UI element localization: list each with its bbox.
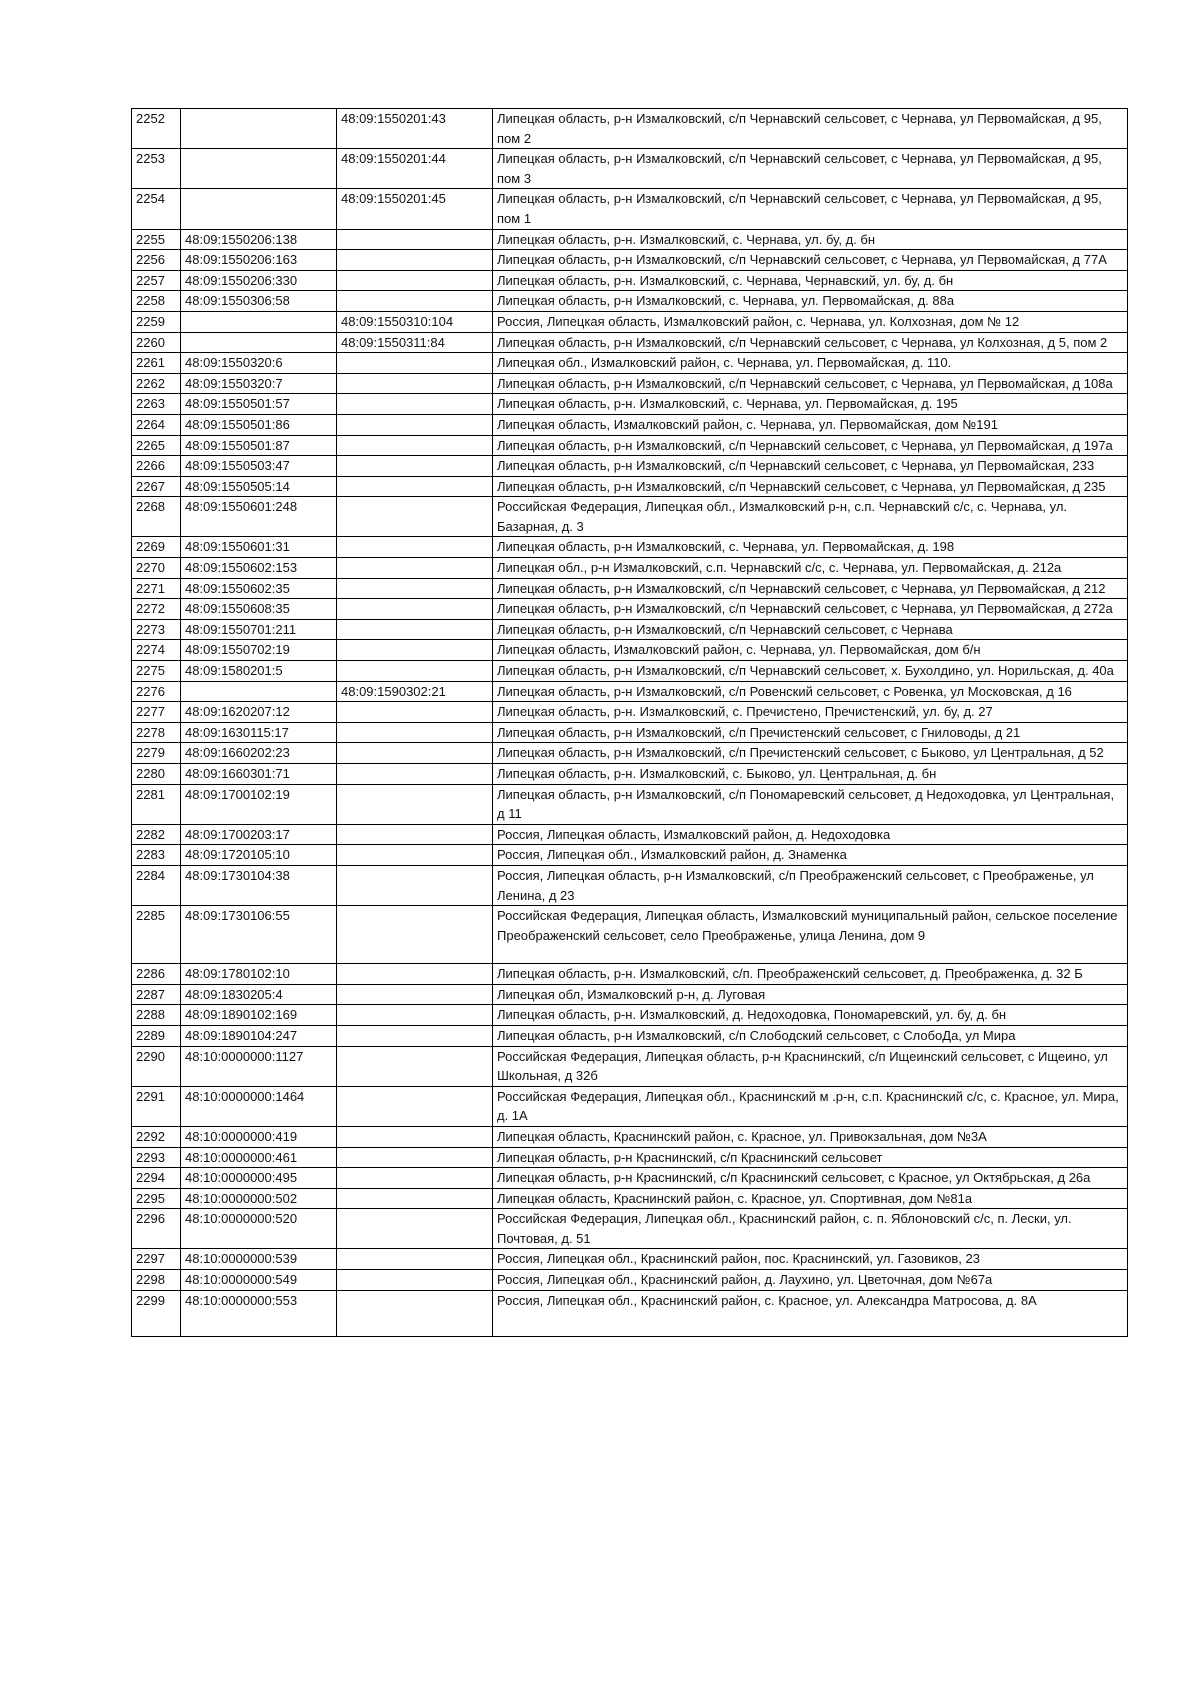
row-number-cell: 2272	[132, 599, 181, 620]
table-row	[132, 702, 1128, 723]
table-row	[132, 435, 1128, 456]
room-cadastral-number-cell	[337, 661, 493, 682]
row-number-cell: 2291	[132, 1086, 181, 1126]
table-row	[132, 1270, 1128, 1291]
row-number-cell: 2283	[132, 845, 181, 866]
cadastral-number-cell: 48:09:1660202:23	[181, 743, 337, 764]
table-row	[132, 109, 1128, 149]
cadastral-number-cell: 48:09:1890102:169	[181, 1005, 337, 1026]
room-cadastral-number-cell	[337, 435, 493, 456]
address-cell: Липецкая область, р-н. Измалковский, с. Быково, ул. Центральная, д. бн	[493, 764, 1128, 785]
room-cadastral-number-cell	[337, 722, 493, 743]
row-number-cell: 2254	[132, 189, 181, 229]
room-cadastral-number-cell	[337, 497, 493, 537]
table-row	[132, 1086, 1128, 1126]
address-cell: Липецкая область, р-н Измалковский, с/п Пономаревский сельсовет, д Недоходовка, ул Центральная, д 11	[493, 784, 1128, 824]
room-cadastral-number-cell: 48:09:1590302:21	[337, 681, 493, 702]
row-number-cell: 2285	[132, 906, 181, 964]
property-register-table	[131, 108, 1128, 1337]
row-number-cell: 2294	[132, 1168, 181, 1189]
address-cell: Липецкая область, р-н Измалковский, с/п Чернавский сельсовет, с Чернава, ул Первомайская, д 108а	[493, 373, 1128, 394]
row-number-cell: 2284	[132, 865, 181, 905]
cadastral-number-cell: 48:10:0000000:461	[181, 1147, 337, 1168]
room-cadastral-number-cell	[337, 619, 493, 640]
address-cell: Липецкая область, р-н Измалковский, с/п Пречистенский сельсовет, с Гниловоды, д 21	[493, 722, 1128, 743]
address-cell: Липецкая область, р-н Измалковский, с/п Чернавский сельсовет, с Чернава, ул Первомайская, 233	[493, 456, 1128, 477]
room-cadastral-number-cell	[337, 1270, 493, 1291]
row-number-cell: 2266	[132, 456, 181, 477]
row-number-cell: 2252	[132, 109, 181, 149]
cadastral-number-cell: 48:10:0000000:1464	[181, 1086, 337, 1126]
cadastral-number-cell: 48:09:1550320:6	[181, 353, 337, 374]
cadastral-number-cell: 48:09:1890104:247	[181, 1025, 337, 1046]
room-cadastral-number-cell	[337, 1005, 493, 1026]
table-row	[132, 1290, 1128, 1336]
cadastral-number-cell: 48:09:1830205:4	[181, 984, 337, 1005]
room-cadastral-number-cell	[337, 270, 493, 291]
address-cell: Липецкая область, р-н Измалковский, с/п Чернавский сельсовет, с Чернава, ул Первомайская, д 212	[493, 578, 1128, 599]
room-cadastral-number-cell: 48:09:1550201:43	[337, 109, 493, 149]
row-number-cell: 2299	[132, 1290, 181, 1336]
address-cell: Липецкая область, р-н. Измалковский, с/п. Преображенский сельсовет, д. Преображенка, д. 32 Б	[493, 964, 1128, 985]
cadastral-number-cell: 48:09:1730104:38	[181, 865, 337, 905]
room-cadastral-number-cell	[337, 845, 493, 866]
table-row	[132, 743, 1128, 764]
room-cadastral-number-cell	[337, 640, 493, 661]
address-cell: Липецкая область, р-н Измалковский, с/п Слободский сельсовет, с СлобоДа, ул Мира	[493, 1025, 1128, 1046]
address-cell: Российская Федерация, Липецкая обл., Измалковский р-н, с.п. Чернавский с/с, с. Чернава, ул. Базарная, д. 3	[493, 497, 1128, 537]
address-cell: Липецкая обл., Измалковский район, с. Чернава, ул. Первомайская, д. 110.	[493, 353, 1128, 374]
address-cell: Липецкая обл., р-н Измалковский, с.п. Чернавский с/с, с. Чернава, ул. Первомайская, д. 212а	[493, 558, 1128, 579]
cadastral-number-cell: 48:09:1550702:19	[181, 640, 337, 661]
row-number-cell: 2281	[132, 784, 181, 824]
cadastral-number-cell: 48:09:1550501:86	[181, 414, 337, 435]
table-row	[132, 394, 1128, 415]
address-cell: Россия, Липецкая область, Измалковский район, с. Чернава, ул. Колхозная, дом № 12	[493, 311, 1128, 332]
table-row	[132, 1168, 1128, 1189]
room-cadastral-number-cell	[337, 1209, 493, 1249]
address-cell: Россия, Липецкая обл., Краснинский район, с. Красное, ул. Александра Матросова, д. 8А	[493, 1290, 1128, 1336]
room-cadastral-number-cell	[337, 537, 493, 558]
room-cadastral-number-cell	[337, 394, 493, 415]
address-cell: Российская Федерация, Липецкая обл., Краснинский м .р-н, с.п. Краснинский с/с, с. Красное, ул. Мира, д. 1А	[493, 1086, 1128, 1126]
address-cell: Липецкая область, р-н Краснинский, с/п Краснинский сельсовет	[493, 1147, 1128, 1168]
register-table-body	[132, 109, 1128, 1337]
row-number-cell: 2258	[132, 291, 181, 312]
cadastral-number-cell: 48:10:0000000:1127	[181, 1046, 337, 1086]
cadastral-number-cell: 48:09:1550601:248	[181, 497, 337, 537]
row-number-cell: 2298	[132, 1270, 181, 1291]
cadastral-number-cell: 48:10:0000000:502	[181, 1188, 337, 1209]
room-cadastral-number-cell	[337, 764, 493, 785]
table-row	[132, 414, 1128, 435]
row-number-cell: 2287	[132, 984, 181, 1005]
table-row	[132, 1188, 1128, 1209]
cadastral-number-cell: 48:09:1550601:31	[181, 537, 337, 558]
row-number-cell: 2293	[132, 1147, 181, 1168]
row-number-cell: 2273	[132, 619, 181, 640]
address-cell: Липецкая область, Краснинский район, с. Красное, ул. Привокзальная, дом №3А	[493, 1126, 1128, 1147]
address-cell: Российская Федерация, Липецкая обл., Краснинский район, с. п. Яблоновский с/с, п. Лески, ул. Почтовая, д. 51	[493, 1209, 1128, 1249]
address-cell: Липецкая область, р-н Измалковский, с/п Ровенский сельсовет, с Ровенка, ул Московская, д 16	[493, 681, 1128, 702]
cadastral-number-cell: 48:09:1720105:10	[181, 845, 337, 866]
cadastral-number-cell	[181, 332, 337, 353]
table-row	[132, 229, 1128, 250]
room-cadastral-number-cell	[337, 1290, 493, 1336]
row-number-cell: 2278	[132, 722, 181, 743]
row-number-cell: 2275	[132, 661, 181, 682]
room-cadastral-number-cell	[337, 414, 493, 435]
room-cadastral-number-cell	[337, 865, 493, 905]
row-number-cell: 2259	[132, 311, 181, 332]
room-cadastral-number-cell	[337, 1188, 493, 1209]
room-cadastral-number-cell: 48:09:1550310:104	[337, 311, 493, 332]
room-cadastral-number-cell	[337, 578, 493, 599]
room-cadastral-number-cell	[337, 291, 493, 312]
cadastral-number-cell: 48:09:1780102:10	[181, 964, 337, 985]
cadastral-number-cell	[181, 681, 337, 702]
table-row	[132, 865, 1128, 905]
table-row	[132, 1046, 1128, 1086]
room-cadastral-number-cell	[337, 1249, 493, 1270]
row-number-cell: 2270	[132, 558, 181, 579]
cadastral-number-cell: 48:09:1620207:12	[181, 702, 337, 723]
table-row	[132, 189, 1128, 229]
cadastral-number-cell: 48:09:1550503:47	[181, 456, 337, 477]
row-number-cell: 2280	[132, 764, 181, 785]
room-cadastral-number-cell	[337, 1025, 493, 1046]
cadastral-number-cell: 48:10:0000000:553	[181, 1290, 337, 1336]
address-cell: Российская Федерация, Липецкая область, Измалковский муниципальный район, сельское поселение Преображенский сельсовет, село Преображенье, улица Ленина, дом 9	[493, 906, 1128, 964]
row-number-cell: 2286	[132, 964, 181, 985]
table-row	[132, 270, 1128, 291]
room-cadastral-number-cell	[337, 743, 493, 764]
row-number-cell: 2274	[132, 640, 181, 661]
cadastral-number-cell	[181, 149, 337, 189]
table-row	[132, 353, 1128, 374]
address-cell: Россия, Липецкая обл., Краснинский район, д. Лаухино, ул. Цветочная, дом №67а	[493, 1270, 1128, 1291]
address-cell: Липецкая область, р-н. Измалковский, с. Чернава, ул. бу, д. бн	[493, 229, 1128, 250]
table-row	[132, 722, 1128, 743]
table-row	[132, 824, 1128, 845]
cadastral-number-cell: 48:09:1550608:35	[181, 599, 337, 620]
row-number-cell: 2290	[132, 1046, 181, 1086]
table-row	[132, 619, 1128, 640]
row-number-cell: 2296	[132, 1209, 181, 1249]
address-cell: Липецкая область, р-н Измалковский, с/п Чернавский сельсовет, с Чернава, ул Первомайская, д 95, пом 2	[493, 109, 1128, 149]
row-number-cell: 2297	[132, 1249, 181, 1270]
table-row	[132, 764, 1128, 785]
table-row	[132, 1209, 1128, 1249]
row-number-cell: 2267	[132, 476, 181, 497]
row-number-cell: 2262	[132, 373, 181, 394]
room-cadastral-number-cell	[337, 906, 493, 964]
cadastral-number-cell: 48:09:1730106:55	[181, 906, 337, 964]
row-number-cell: 2295	[132, 1188, 181, 1209]
cadastral-number-cell: 48:09:1550320:7	[181, 373, 337, 394]
address-cell: Липецкая обл, Измалковский р-н, д. Луговая	[493, 984, 1128, 1005]
table-row	[132, 149, 1128, 189]
address-cell: Липецкая область, р-н Измалковский, с/п Чернавский сельсовет, с Чернава, ул Первомайская, д 95, пом 3	[493, 149, 1128, 189]
cadastral-number-cell: 48:10:0000000:549	[181, 1270, 337, 1291]
cadastral-number-cell: 48:09:1550206:330	[181, 270, 337, 291]
table-row	[132, 497, 1128, 537]
cadastral-number-cell: 48:09:1550602:153	[181, 558, 337, 579]
row-number-cell: 2261	[132, 353, 181, 374]
row-number-cell: 2288	[132, 1005, 181, 1026]
address-cell: Липецкая область, р-н Измалковский, с/п Чернавский сельсовет, с Чернава, ул Первомайская, д 235	[493, 476, 1128, 497]
cadastral-number-cell: 48:09:1660301:71	[181, 764, 337, 785]
room-cadastral-number-cell	[337, 1126, 493, 1147]
address-cell: Россия, Липецкая область, Измалковский район, д. Недоходовка	[493, 824, 1128, 845]
cadastral-number-cell: 48:09:1700203:17	[181, 824, 337, 845]
table-row	[132, 1025, 1128, 1046]
address-cell: Россия, Липецкая обл., Измалковский район, д. Знаменка	[493, 845, 1128, 866]
table-row	[132, 1126, 1128, 1147]
room-cadastral-number-cell	[337, 1046, 493, 1086]
cadastral-number-cell: 48:09:1700102:19	[181, 784, 337, 824]
address-cell: Липецкая область, р-н. Измалковский, с. Чернава, ул. Первомайская, д. 195	[493, 394, 1128, 415]
cadastral-number-cell: 48:10:0000000:495	[181, 1168, 337, 1189]
cadastral-number-cell: 48:09:1580201:5	[181, 661, 337, 682]
cadastral-number-cell	[181, 109, 337, 149]
room-cadastral-number-cell	[337, 1086, 493, 1126]
room-cadastral-number-cell	[337, 558, 493, 579]
row-number-cell: 2264	[132, 414, 181, 435]
room-cadastral-number-cell	[337, 250, 493, 271]
table-row	[132, 537, 1128, 558]
table-row	[132, 558, 1128, 579]
row-number-cell: 2268	[132, 497, 181, 537]
address-cell: Липецкая область, р-н Измалковский, с/п Чернавский сельсовет, с Чернава, ул Первомайская, д 197а	[493, 435, 1128, 456]
room-cadastral-number-cell	[337, 1168, 493, 1189]
table-row	[132, 964, 1128, 985]
row-number-cell: 2255	[132, 229, 181, 250]
table-row	[132, 373, 1128, 394]
table-row	[132, 332, 1128, 353]
cadastral-number-cell: 48:09:1550206:163	[181, 250, 337, 271]
room-cadastral-number-cell	[337, 824, 493, 845]
cadastral-number-cell: 48:09:1550701:211	[181, 619, 337, 640]
cadastral-number-cell: 48:10:0000000:539	[181, 1249, 337, 1270]
room-cadastral-number-cell	[337, 784, 493, 824]
table-row	[132, 1005, 1128, 1026]
room-cadastral-number-cell	[337, 702, 493, 723]
address-cell: Липецкая область, р-н Измалковский, с/п Чернавский сельсовет, с Чернава, ул Первомайская, д 272а	[493, 599, 1128, 620]
table-row	[132, 291, 1128, 312]
address-cell: Липецкая область, р-н Измалковский, с. Чернава, ул. Первомайская, д. 198	[493, 537, 1128, 558]
room-cadastral-number-cell	[337, 964, 493, 985]
address-cell: Российская Федерация, Липецкая область, р-н Краснинский, с/п Ищеинский сельсовет, с Ищеино, ул Школьная, д 32б	[493, 1046, 1128, 1086]
row-number-cell: 2276	[132, 681, 181, 702]
cadastral-number-cell: 48:09:1550501:57	[181, 394, 337, 415]
table-row	[132, 311, 1128, 332]
address-cell: Липецкая область, р-н. Измалковский, с. Чернава, Чернавский, ул. бу, д. бн	[493, 270, 1128, 291]
table-row	[132, 250, 1128, 271]
room-cadastral-number-cell	[337, 373, 493, 394]
table-row	[132, 661, 1128, 682]
address-cell: Липецкая область, р-н Краснинский, с/п Краснинский сельсовет, с Красное, ул Октябрьская, д 26а	[493, 1168, 1128, 1189]
room-cadastral-number-cell	[337, 456, 493, 477]
room-cadastral-number-cell: 48:09:1550201:45	[337, 189, 493, 229]
row-number-cell: 2292	[132, 1126, 181, 1147]
table-row	[132, 456, 1128, 477]
table-row	[132, 984, 1128, 1005]
table-row	[132, 1249, 1128, 1270]
table-row	[132, 578, 1128, 599]
row-number-cell: 2256	[132, 250, 181, 271]
row-number-cell: 2271	[132, 578, 181, 599]
row-number-cell: 2289	[132, 1025, 181, 1046]
cadastral-number-cell: 48:09:1550306:58	[181, 291, 337, 312]
table-row	[132, 599, 1128, 620]
table-row	[132, 845, 1128, 866]
address-cell: Липецкая область, р-н Измалковский, с. Чернава, ул. Первомайская, д. 88а	[493, 291, 1128, 312]
cadastral-number-cell: 48:10:0000000:520	[181, 1209, 337, 1249]
cadastral-number-cell: 48:09:1550505:14	[181, 476, 337, 497]
address-cell: Липецкая область, р-н Измалковский, с/п Чернавский сельсовет, с Чернава, ул Первомайская, д 77А	[493, 250, 1128, 271]
address-cell: Липецкая область, р-н Измалковский, с/п Пречистенский сельсовет, с Быково, ул Центральная, д 52	[493, 743, 1128, 764]
cadastral-number-cell: 48:09:1550602:35	[181, 578, 337, 599]
room-cadastral-number-cell: 48:09:1550201:44	[337, 149, 493, 189]
address-cell: Липецкая область, р-н Измалковский, с/п Чернавский сельсовет, х. Бухолдино, ул. Норильская, д. 40а	[493, 661, 1128, 682]
row-number-cell: 2260	[132, 332, 181, 353]
cadastral-number-cell: 48:09:1550501:87	[181, 435, 337, 456]
row-number-cell: 2269	[132, 537, 181, 558]
cadastral-number-cell: 48:10:0000000:419	[181, 1126, 337, 1147]
room-cadastral-number-cell: 48:09:1550311:84	[337, 332, 493, 353]
table-row	[132, 784, 1128, 824]
address-cell: Липецкая область, Измалковский район, с. Чернава, ул. Первомайская, дом №191	[493, 414, 1128, 435]
address-cell: Россия, Липецкая область, р-н Измалковский, с/п Преображенский сельсовет, с Преображенье, ул Ленина, д 23	[493, 865, 1128, 905]
table-row	[132, 476, 1128, 497]
table-row	[132, 1147, 1128, 1168]
address-cell: Липецкая область, р-н Измалковский, с/п Чернавский сельсовет, с Чернава, ул Колхозная, д 5, пом 2	[493, 332, 1128, 353]
address-cell: Липецкая область, Измалковский район, с. Чернава, ул. Первомайская, дом б/н	[493, 640, 1128, 661]
room-cadastral-number-cell	[337, 353, 493, 374]
row-number-cell: 2277	[132, 702, 181, 723]
row-number-cell: 2265	[132, 435, 181, 456]
room-cadastral-number-cell	[337, 476, 493, 497]
row-number-cell: 2257	[132, 270, 181, 291]
address-cell: Липецкая область, Краснинский район, с. Красное, ул. Спортивная, дом №81а	[493, 1188, 1128, 1209]
row-number-cell: 2253	[132, 149, 181, 189]
cadastral-number-cell	[181, 311, 337, 332]
row-number-cell: 2279	[132, 743, 181, 764]
cadastral-number-cell	[181, 189, 337, 229]
row-number-cell: 2263	[132, 394, 181, 415]
address-cell: Липецкая область, р-н. Измалковский, д. Недоходовка, Пономаревский, ул. бу, д. бн	[493, 1005, 1128, 1026]
table-row	[132, 906, 1128, 964]
address-cell: Россия, Липецкая обл., Краснинский район, пос. Краснинский, ул. Газовиков, 23	[493, 1249, 1128, 1270]
table-row	[132, 640, 1128, 661]
row-number-cell: 2282	[132, 824, 181, 845]
table-row	[132, 681, 1128, 702]
room-cadastral-number-cell	[337, 984, 493, 1005]
address-cell: Липецкая область, р-н Измалковский, с/п Чернавский сельсовет, с Чернава	[493, 619, 1128, 640]
room-cadastral-number-cell	[337, 229, 493, 250]
address-cell: Липецкая область, р-н. Измалковский, с. Пречистено, Пречистенский, ул. бу, д. 27	[493, 702, 1128, 723]
cadastral-number-cell: 48:09:1550206:138	[181, 229, 337, 250]
room-cadastral-number-cell	[337, 1147, 493, 1168]
address-cell: Липецкая область, р-н Измалковский, с/п Чернавский сельсовет, с Чернава, ул Первомайская, д 95, пом 1	[493, 189, 1128, 229]
room-cadastral-number-cell	[337, 599, 493, 620]
cadastral-number-cell: 48:09:1630115:17	[181, 722, 337, 743]
